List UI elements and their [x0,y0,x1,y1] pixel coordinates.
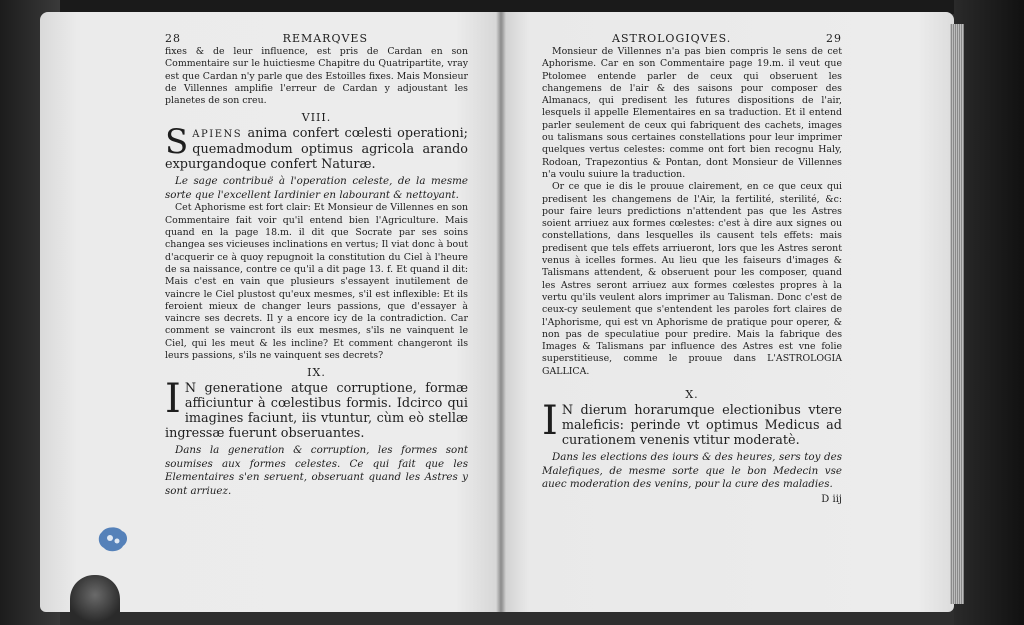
aphorism-viii-latin-text: anima confert cœlesti operationi; quemadmodum optimus agricola arando expurgandoque confert Naturæ. [165,126,468,173]
right-header-title: ASTROLOGIQVES. [612,32,732,45]
left-running-head [165,32,468,46]
aphorism-ix-french: Dans la generation & corruption, les formes sont soumises aux formes celestes. Ce qui fait que les Elementaires s'en seruent, obseruant quand les Astres y sont arriuez. [165,444,468,497]
dropcap-i: I [165,376,181,423]
aphorism-x-french: Dans les elections des iours & des heures, sers toy des Malefiques, de mesme sorte que le bon Medecin vse auec moderation des venins, pour la cure des maladies. [542,451,842,491]
page-edges [950,24,964,604]
left-page-number: 28 [165,32,181,45]
signature-mark: D iij [821,493,842,505]
aphorism-x-latin [542,398,842,449]
left-header-title: REMARQVES [282,32,368,45]
right-paragraph-2: Or ce que ie dis le prouue clairement, en ce que ceux qui predisent les changemens de l'Air, la fertilité, sterilité, &c: pour faire leurs predictions n'attendent pas que les Astres soient arriuez aux formes cœlestes: c'est à dire aux signes ou constellations, dans lesquelles ils causent tels effets: mais predisent que tels effets arriueront, lors que les Astres seront venus à icelles formes. Au lieu que les faiseurs d'images & Talismans attendent, & obseruent pour les composer, quand les Astres seront arriuez aux formes cœlestes propres à la vertu qu'ils veulent alors imprimer au Talisman. Donc c'est de ceux-cy seulement que s'entendent les paroles fort claires de l'Aphorisme, qui est vn Aphorisme de pratique pour operer, & non pas de speculatiue pour predire. Mais la fabrique des Images & Talismans par influence des Astres est vne folie superstitieuse, comme le prouue dans L'ASTROLOGIA GALLICA. [542,181,842,377]
book-gutter [496,12,506,612]
left-page [40,12,502,612]
section-x-number: X. [685,388,699,402]
section-ix-number: IX. [307,366,326,380]
dropcap-i-right: I [542,398,558,445]
aphorism-ix-latin [165,376,468,442]
aphorism-x-latin-text: N dierum horarumque electionibus vtere maleficis: perinde vt optimus Medicus ad curationem venenis vtitur moderatè. [561,403,842,449]
aphorism-viii-lead-word: APIENS [192,129,243,141]
aphorism-ix-latin-text: N generatione atque corruptione, formæ afficiuntur à cœlestibus formis. Idcirco qui imagines faciunt, iis vtuntur, cùm eò stellæ ingressæ fuerunt obseruantes. [165,381,468,442]
right-page-number: 29 [826,32,842,45]
library-stamp-icon [96,524,130,554]
section-viii-number: VIII. [301,111,332,125]
aphorism-viii-commentary: Cet Aphorisme est fort clair: Et Monsieur de Villennes en son Commentaire fait voir qu'il entend bien l'Agriculture. Mais quand en la page 18.m. il dit que Socrate par ses soins changea ses vicieuses inclinations en vertus; Il viat donc à bout d'acquerir ce à quoy repugnoit la constitution du Ciel à l'heure de sa naissance, contre ce qu'il a dit page 13. f. Et quand il dit: Mais c'est en vain que plusieurs s'essayent inutilement de vaincre le Ciel plustost qu'eux mesmes, s'il est inflexible: Et ils feroient mieux de changer leurs passions, que d'essayer à vaincre ses decrets. Il y a encore icy de la contradiction. Car comment se vaincront ils eux mesmes, s'ils ne vainquent le Ciel, qui les meut & les incline? Et comment changeront ils leurs passions, s'ils ne vainquent ses decrets? [165,202,468,362]
dropcap-s: S [165,122,189,163]
background-right [954,0,1024,625]
thumb [70,575,120,625]
aphorism-viii-french: Le sage contribuë à l'operation celeste, de la mesme sorte que l'excellent Iardinier en labourant & nettoyant. [165,175,468,201]
right-page [502,12,954,612]
right-paragraph-1: Monsieur de Villennes n'a pas bien compris le sens de cet Aphorisme. Car en son Commentaire page 19.m. il veut que Ptolomee entende parler de ceux qui obseruent les changemens de l'air & des saisons pour composer des Almanacs, qui predisent les futures dispositions de l'air, lesquels il appelle Elementaires en sa traduction. Et il entend parler seulement de ceux qui fabriquent des cachets, images ou talismans sous certaines constellations pour leur imprimer quelques vertus celestes: comme ont fort bien recognu Haly, Rodoan, Trapezontius & Pontan, dont Monsieur de Villennes n'a voulu suiure la traduction. [542,46,842,180]
right-running-head [542,32,842,46]
aphorism-viii-latin [165,122,468,173]
left-intro-paragraph: fixes & de leur influence, est pris de Cardan en son Commentaire sur le huictiesme Chapitre du Quatripartite, vray est que Cardan n'y parle que des Estoilles fixes. Mais Monsieur de Villennes amplifie l'erreur de Cardan y adjoustant les planetes de son creu. [165,46,468,107]
